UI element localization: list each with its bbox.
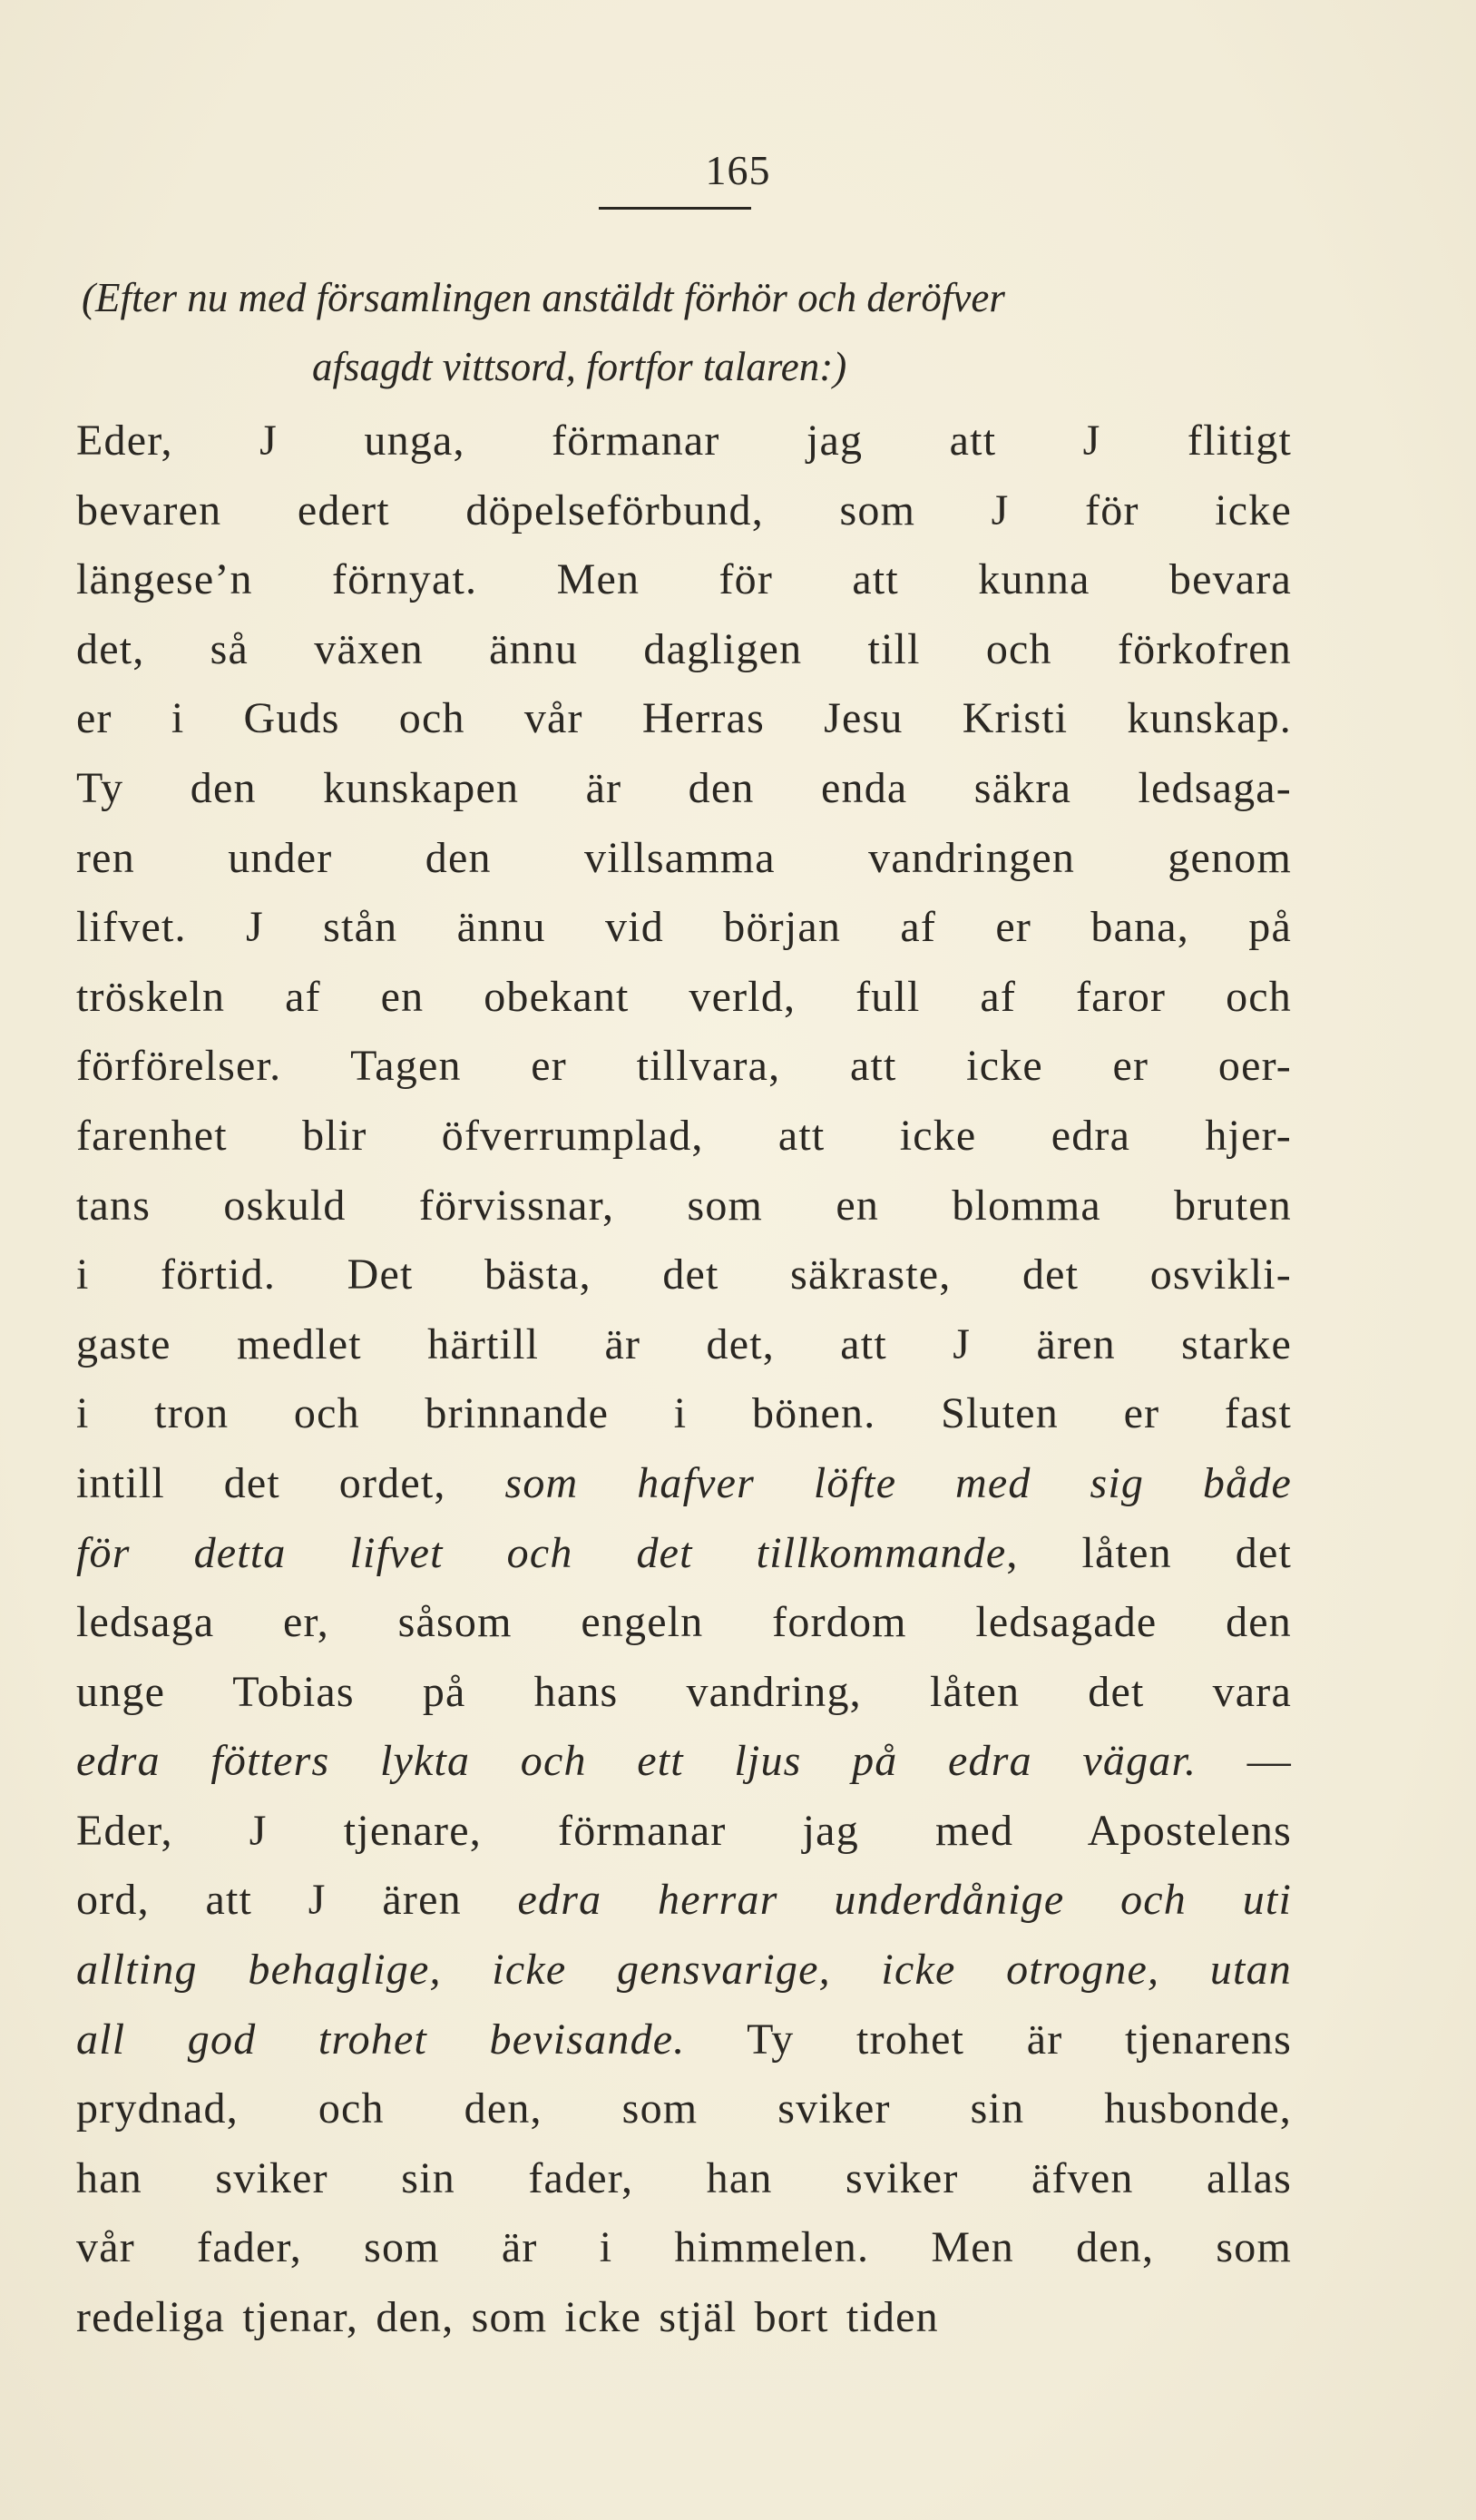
text-segment: farenhet blir öfverrumplad, att icke edra hjer- xyxy=(76,1111,1292,1160)
text-line xyxy=(76,684,1292,754)
text-line xyxy=(76,1588,1292,1658)
text-line xyxy=(76,824,1292,894)
italic-text: edra fötters lykta och ett ljus på edra vägar. xyxy=(76,1737,1197,1786)
text-line xyxy=(76,1727,1292,1797)
italic-text: allting behaglige, icke gensvarige, icke otrogne, utan xyxy=(76,1946,1292,1995)
text-line xyxy=(76,1936,1292,2005)
text-segment: lifvet. J stån ännu vid början af er bana, på xyxy=(76,903,1292,952)
text-segment: i tron och brinnande i bönen. Sluten er fast xyxy=(76,1389,1292,1438)
page-number-rule xyxy=(599,207,751,210)
italic-text: edra herrar underdånige och uti xyxy=(517,1876,1292,1925)
text-line xyxy=(76,1449,1292,1519)
text-line xyxy=(76,1866,1292,1936)
text-segment: Eder, J tjenare, förmanar jag med Apostelens xyxy=(76,1806,1292,1855)
italic-text: all god trohet bevisande. xyxy=(76,2015,686,2064)
text-line xyxy=(76,407,1292,476)
text-line xyxy=(76,1519,1292,1589)
text-segment: intill det ordet, xyxy=(76,1458,505,1507)
text-line xyxy=(76,754,1292,824)
italic-text: för detta lifvet och det tillkommande xyxy=(76,1528,1007,1577)
text-segment: Eder, J unga, förmanar jag att J flitigt xyxy=(76,417,1292,465)
section-heading xyxy=(74,263,1299,401)
text-segment: längese’n förnyat. Men för att kunna bevara xyxy=(76,555,1292,604)
heading-line: (Efter nu med församlingen anstäldt förhör och deröfver xyxy=(82,275,1005,320)
text-segment: redeliga tjenar, den, som icke stjäl bort tiden xyxy=(76,2293,939,2342)
text-line xyxy=(76,2074,1292,2144)
italic-text: som hafver löfte med sig både xyxy=(504,1458,1292,1507)
text-segment: tans oskuld förvissnar, som en blomma bruten xyxy=(76,1181,1292,1230)
text-segment: — xyxy=(1197,1737,1293,1786)
text-line xyxy=(76,1032,1292,1102)
text-segment: prydnad, och den, som sviker sin husbonde, xyxy=(76,2084,1292,2133)
text-segment: er i Guds och vår Herras Jesu Kristi kunskap. xyxy=(76,694,1292,743)
text-line xyxy=(76,893,1292,963)
body-text xyxy=(76,407,1292,2353)
text-segment: i förtid. Det bästa, det säkraste, det osvikli- xyxy=(76,1250,1292,1299)
text-line xyxy=(76,2283,1292,2353)
text-line xyxy=(76,1240,1292,1310)
text-segment: unge Tobias på hans vandring, låten det vara xyxy=(76,1667,1292,1716)
text-segment: det, så växen ännu dagligen till och förkofren xyxy=(76,624,1292,673)
text-line xyxy=(76,615,1292,685)
text-segment: ren under den villsamma vandringen genom xyxy=(76,833,1292,882)
heading-line: afsagdt vittsord, fortfor talaren:) xyxy=(312,344,847,389)
text-segment: Ty den kunskapen är den enda säkra ledsaga- xyxy=(76,763,1292,812)
text-segment: förförelser. Tagen er tillvara, att icke er oer- xyxy=(76,1042,1292,1091)
text-segment: ledsaga er, såsom engeln fordom ledsagade den xyxy=(76,1598,1292,1647)
text-line xyxy=(76,1310,1292,1380)
text-segment: Ty trohet är tjenarens xyxy=(685,2015,1292,2064)
text-line xyxy=(76,2144,1292,2214)
text-line xyxy=(76,2005,1292,2075)
text-line xyxy=(76,476,1292,546)
text-segment: han sviker sin fader, han sviker äfven allas xyxy=(76,2153,1292,2202)
text-segment: gaste medlet härtill är det, att J ären starke xyxy=(76,1319,1292,1368)
text-segment: , låten det xyxy=(1006,1528,1292,1577)
text-segment: tröskeln af en obekant verld, full af faror och xyxy=(76,972,1292,1021)
text-line xyxy=(76,1102,1292,1172)
text-segment: vår fader, som är i himmelen. Men den, som xyxy=(76,2223,1292,2272)
text-line xyxy=(76,545,1292,615)
page-number: 165 xyxy=(705,147,771,193)
text-line xyxy=(76,1172,1292,1241)
text-line xyxy=(76,2213,1292,2283)
text-line xyxy=(76,1797,1292,1867)
text-line xyxy=(76,963,1292,1033)
text-line xyxy=(76,1379,1292,1449)
text-segment: bevaren edert döpelseförbund, som J för icke xyxy=(76,485,1292,534)
text-segment: ord, att J ären xyxy=(76,1876,518,1925)
text-line xyxy=(76,1658,1292,1728)
